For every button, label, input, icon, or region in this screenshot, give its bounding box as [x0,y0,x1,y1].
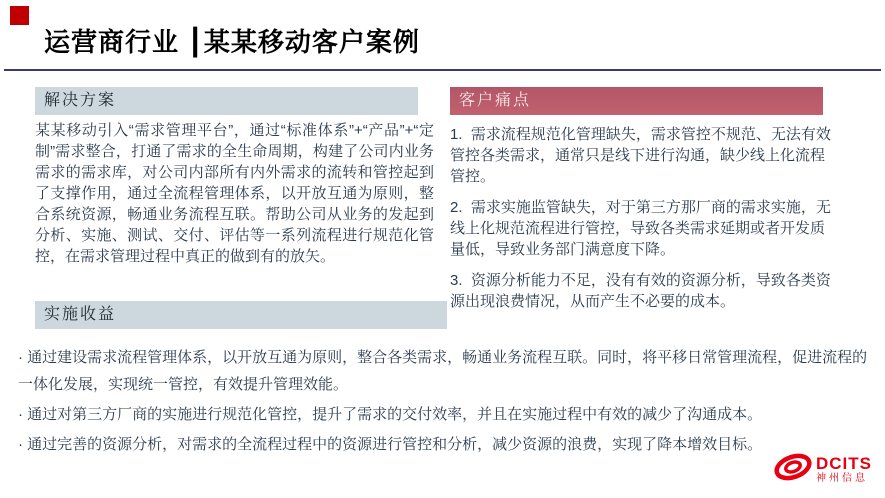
pain-point-item: 2. 需求实施监管缺失，对于第三方那厂商的需求实施，无线上化规范流程进行管控，导致各类需求延期或者开发质量低，导致业务部门满意度下降。 [450,199,831,258]
benefits-section-header: 实施收益 [35,301,447,329]
title-divider [4,69,881,71]
pain-points-list [450,124,838,322]
pain-points-section-header: 客户痛点 [450,87,823,115]
logo-subtitle-text: 神州信息 [816,472,868,484]
benefit-item: · 通过对第三方厂商的实施进行规范化管控，提升了需求的交付效率，并且在实施过程中有效的减少了沟通成本。 [18,406,763,423]
page-title: 运营商行业 ┃某某移动客户案例 [44,27,420,57]
dcits-swirl-icon [773,452,813,487]
solution-body-text: 某某移动引入“需求管理平台”，通过“标准体系”+“产品”+“定制”需求整合，打通了需求的全生命周期，构建了公司内业务需求的需求库，对公司内部所有内外需求的流转和管控起到了支撑作用，通过全流程管理体系，以开放互通为原则，整合系统资源，畅通业务流程互联。帮助公司从业务的发起到分析、实施、测试、交付、评估等一系列流程进行规范化管控，在需求管理过程中真正的做到有的放矢。 [35,122,434,265]
benefit-item: · 通过建设需求流程管理体系，以开放互通为原则，整合各类需求，畅通业务流程互联。同时，将平移日常管理流程，促进流程的一体化发展，实现统一管控，有效提升管理效能。 [18,349,868,393]
solution-section-header: 解决方案 [35,87,418,115]
logo-text-block [816,455,872,485]
pain-point-item: 3. 资源分析能力不足，没有有效的资源分析，导致各类资源出现浪费情况，从而产生不必要的成本。 [450,272,831,310]
dcits-logo [773,452,872,487]
pain-point-item: 1. 需求流程规范化管理缺失，需求管控不规范、无法有效管控各类需求，通常只是线下进行沟通，缺少线上化流程管控。 [450,126,831,185]
benefits-list [18,344,876,461]
corner-accent-square [10,6,29,25]
logo-brand-text: DCITS [816,453,872,473]
benefit-item: · 通过完善的资源分析，对需求的全流程过程中的资源进行管控和分析，减少资源的浪费，实现了降本增效目标。 [18,436,763,453]
